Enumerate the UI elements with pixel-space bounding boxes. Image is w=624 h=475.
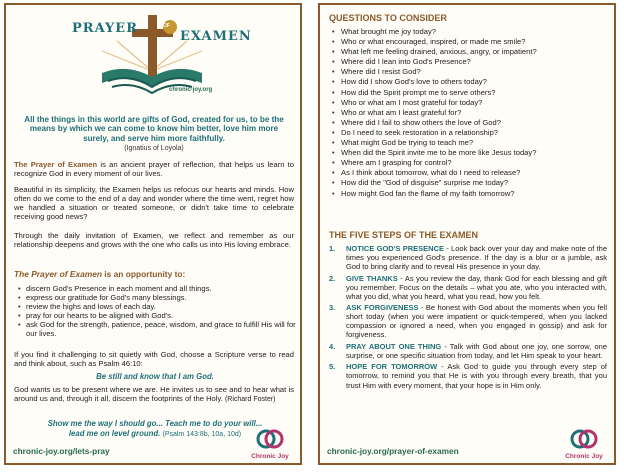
paragraph-present-text: God wants us to be present where we are. He invites us to see and to hear what is around us and, through it all, discern the footprints of the Holy. [14, 385, 294, 404]
list-item: • How might God fan the flame of my faith tomorrow? [341, 189, 617, 199]
list-item: • What brought me joy today? [341, 27, 617, 37]
paragraph-present-source: (Richard Foster) [224, 396, 276, 404]
list-item: • As I think about tomorrow, what do I need to release? [341, 168, 617, 178]
list-item: • Do I need to seek restoration in a relationship? [341, 128, 617, 138]
step-number: 4. [329, 341, 336, 351]
list-item: • ask God for the strength, patience, peace, wisdom, and grace to fulfill His will for our lives. [26, 320, 302, 338]
chronic-joy-logo [561, 429, 607, 460]
closing-verse-line1: Show me the way I should go... Teach me to do your will... [47, 419, 263, 428]
step-name: ASK FORGIVENESS [346, 303, 419, 313]
logo-word-of: OF [163, 23, 170, 29]
intro-quote-text: All the things in this world are gifts of God, created for us, to be the means by which we can come to know him better, love him more surely, and serve him more faithfully. [24, 115, 284, 143]
prayer-of-examen-logo [62, 11, 252, 109]
verse-psalm-46: Be still and know that I am God. [96, 372, 214, 381]
chronic-joy-text: Chronic Joy [565, 453, 603, 460]
step-name: NOTICE GOD'S PRESENCE [346, 244, 445, 253]
opportunity-title-rest: is an opportunity to: [101, 269, 186, 279]
steps-title: THE FIVE STEPS OF THE EXAMEN [329, 230, 479, 240]
step-name: HOPE FOR TOMORROW [346, 362, 438, 372]
list-item: • What might God be trying to teach me? [341, 138, 617, 148]
list-item: • Where did I lean into God's Presence? [341, 57, 617, 67]
logo-word-prayer: PRAYER [72, 21, 139, 36]
chronic-joy-logo [247, 429, 293, 460]
step-number: 3. [329, 303, 336, 313]
list-item: • discern God's Presence in each moment and all things. [26, 284, 302, 293]
list-item: • review the highs and lows of each day. [26, 302, 302, 311]
step-text: - As you review the day, thank God for each blessing and gift you remember. Focus on the details – what you ate, who you interacted with, what you did, what you heard, what you read, how you felt. [346, 273, 607, 301]
opportunity-title-italic: The Prayer of Examen [14, 269, 102, 279]
step-text: - Talk with God about one joy, one sorrow, one surprise, or one specific situation from today, and let Him speak to your heart. [346, 341, 607, 360]
step-number: 5. [329, 362, 336, 372]
paragraph-intro [14, 160, 294, 178]
step-item [329, 342, 607, 360]
opportunity-list [16, 284, 302, 339]
closing-verse-text: lead me on level ground. [68, 429, 161, 438]
paragraph-present [14, 385, 294, 404]
list-item: • pray for our hearts to be aligned with God's. [26, 311, 302, 320]
chronic-joy-text: Chronic Joy [251, 453, 289, 460]
step-text: - Ask God to guide you through every step of tomorrow, to remind you that He is with you through every breath, that you trust Him with every moment, that your hope is in Him only. [346, 362, 607, 390]
step-item [329, 244, 607, 271]
step-number: 1. [329, 244, 336, 253]
step-name: GIVE THANKS [346, 273, 398, 283]
list-item: • Where did I fail to show others the love of God? [341, 118, 617, 128]
step-item [329, 303, 607, 339]
left-card [4, 3, 302, 465]
list-item: • Where am I grasping for control? [341, 158, 617, 168]
steps-list [329, 244, 607, 392]
paragraph-intro-text: is an ancient prayer of reflection, that helps us learn to recognize God in every moment of our lives. [14, 160, 294, 179]
logo-word-examen: EXAMEN [180, 29, 252, 44]
step-item [329, 362, 607, 389]
intro-quote [20, 115, 288, 154]
step-item [329, 274, 607, 301]
right-card [318, 3, 616, 465]
footer-link-lets-pray[interactable]: chronic-joy.org/lets-pray [13, 446, 110, 456]
chronic-joy-rings-icon [569, 429, 599, 449]
list-item: • express our gratitude for God's many blessings. [26, 293, 302, 302]
paragraph-scripture: If you find it challenging to sit quietly with God, choose a Scripture verse to read and think about, such as Psalm 46:10: [14, 350, 294, 369]
closing-verse-ref: (Psalm 143:8b, 10a, 10d) [162, 431, 242, 438]
step-name: PRAY ABOUT ONE THING [346, 341, 442, 351]
questions-title: QUESTIONS TO CONSIDER [329, 13, 447, 23]
paragraph-beautiful: Beautiful in its simplicity, the Examen helps us refocus our hearts and minds. How often do we come to the end of a day and wonder where the time went, regret how we handled a situation or treated someone, or didn't take time to celebrate receiving good news? [14, 185, 294, 222]
paragraph-intro-title: The Prayer of Examen [14, 160, 98, 169]
list-item: • When did the Spirit invite me to be more like Jesus today? [341, 148, 617, 158]
chronic-joy-rings-icon [255, 429, 285, 449]
paragraph-daily: Through the daily invitation of Examen, we reflect and remember as our relationship deepens and grows with the one who calls us into His loving embrace. [14, 231, 294, 250]
questions-list [329, 27, 617, 199]
list-item: • Where did I resist God? [341, 67, 617, 77]
step-text: - Look back over your day and make note of the times you experienced God's presence. If the day is a blur or a jumble, ask God to bring clarity and to reveal His presence in your day. [346, 244, 607, 272]
list-item: • What left me feeling drained, anxious, angry, or impatient? [341, 47, 617, 57]
step-number: 2. [329, 273, 336, 283]
step-text: - Be honest with God about the moments when you fell short today (when you were impatient or quick-tempered, when you lacked compassion or ignored a need, when you engaged in gossip) and ask for forgiveness. [346, 303, 607, 340]
logo-site: chronic-joy.org [169, 87, 213, 93]
opportunity-title [14, 269, 185, 279]
list-item: • How did I show God's love to others today? [341, 77, 617, 87]
list-item: • Who or what encouraged, inspired, or made me smile? [341, 37, 617, 47]
footer-link-prayer-of-examen[interactable]: chronic-joy.org/prayer-of-examen [327, 446, 459, 456]
list-item: • Who or what am I most grateful for today? [341, 98, 617, 108]
intro-quote-source: (Ignatius of Loyola) [124, 145, 184, 153]
list-item: • How did the Spirit prompt me to serve others? [341, 88, 617, 98]
list-item: • How did the "God of disguise" surprise me today? [341, 178, 617, 188]
list-item: • Who or what am I least grateful for? [341, 108, 617, 118]
